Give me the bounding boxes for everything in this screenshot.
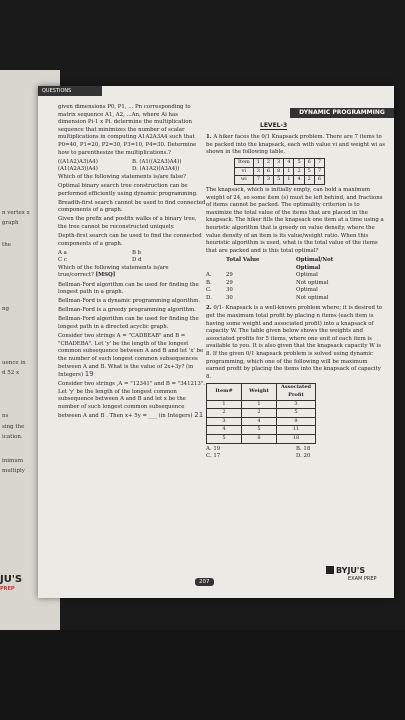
question-1: 1. A hiker faces the 0/1 Knapsack problem. There are 7 items to be packed into the knapsack, each with value vi and weight wi as shown in the following table. xyxy=(206,134,385,156)
option: A a xyxy=(58,249,67,256)
table-row: 1 1 3 xyxy=(207,400,316,409)
option: C c xyxy=(58,257,67,264)
option: A. 19 xyxy=(206,445,221,452)
options-row xyxy=(206,446,386,454)
book-page xyxy=(38,86,394,598)
statement: Given the prefix and postfix walks of a binary tree, the tree cannot be reconstructed uniquely. xyxy=(58,216,197,230)
left-page-fragment: n vertex x xyxy=(2,210,30,216)
level-label: LEVEL-3 xyxy=(260,122,288,129)
left-page-logo-sub: PREP xyxy=(0,586,15,592)
option: D d xyxy=(132,257,142,264)
option: C. 17 xyxy=(206,453,221,460)
question-matrix-chain: given dimensions P0, P1, ... Pn corresponding to matrix sequence A1, A2, ...An, where Ai has dimension Pi-1 x Pi. determine the multiplication sequence that minimizes the number of scalar multiplications in computing A1A2A3A4 such that P0=40, P1=20, P2=30, P3=10, P4=30. Determine how to parenthesize the multiplications.? xyxy=(58,104,197,156)
table-row: wi 7 3 5 1 4 2 6 xyxy=(235,176,325,185)
brand-name: BYJU'S xyxy=(336,566,366,575)
question-true-statements: Which of the following statements is/are true/correct? [MSQ] xyxy=(58,264,169,279)
left-page-fragment: uence in xyxy=(2,360,26,366)
table-row: 5 8 18 xyxy=(207,434,316,443)
statement: Bellman-Ford is a greedy programming algorithm. xyxy=(58,307,196,314)
brand-logo-icon xyxy=(326,566,334,574)
left-page-fragment: inimum xyxy=(2,458,24,464)
option: B. (A1((A2A3)A4)) xyxy=(132,158,182,165)
option: ((A1A2)A3)A4) xyxy=(58,158,98,165)
options-row xyxy=(58,166,206,174)
handwritten-answer: 21 xyxy=(194,410,204,419)
table-row: Item# Weight Associated Profit xyxy=(207,384,316,400)
answer-table: Total Value Optimal/Not Optimal A. 29 Optimal B. 29 Not optimal C. 30 Optimal D. 30 Not optimal xyxy=(206,256,334,301)
table-row: Item 1 2 3 4 5 6 7 xyxy=(235,159,325,168)
statement: Optimal binary search tree construction can be performed efficiently using dynamic programming. xyxy=(58,182,198,197)
page-number: 207 xyxy=(195,578,214,586)
question-lcs-1: Consider two strings A = "CADBEAB" and B = "CBADEBA". Let 'y' be the length of the longest common subsequence between A and B and let 'x' be the number of such longest common subsequences between A and B. What is the value of 2x+3y? (in Integers) 19 xyxy=(58,333,204,379)
option: D. 20 xyxy=(296,453,311,460)
options-row xyxy=(206,453,386,461)
msq-tag: [MSQ] xyxy=(95,272,116,279)
dark-background xyxy=(0,630,405,720)
question-lcs-2: Consider two strings ,A = "12341" and B = "341213". Let 'y' be the length of the longest common subsequence between A and B and let x be the number of such longest common subsequence between A and B . Then x+ 5y = ___ (in Integers) 21 xyxy=(58,381,206,419)
table-row: 2 2 5 xyxy=(207,409,316,418)
left-page-fragment: ication. xyxy=(2,434,23,440)
statement: Bellman-Ford is a dynamic programming algorithm. xyxy=(58,298,201,305)
option: B. 18 xyxy=(296,445,311,452)
table-row: 3 4 9 xyxy=(207,417,316,426)
table-row: vi 3 6 8 1 2 5 7 xyxy=(235,167,325,176)
handwritten-answer: 19 xyxy=(84,370,94,379)
options-row xyxy=(58,250,206,258)
options-row xyxy=(58,257,206,265)
table-row: 4 5 11 xyxy=(207,426,316,435)
left-page-fragment: d 52 x xyxy=(2,370,20,376)
option: B b xyxy=(132,249,142,256)
section-tab: QUESTIONS xyxy=(38,86,102,96)
option: (A1(A2A3))A4) xyxy=(58,166,98,173)
statement: Breadth-first search cannot be used to find connected components of a graph. xyxy=(58,199,206,214)
question-false-statements: Which of the following statements is/are false? xyxy=(58,173,187,180)
left-page-logo: JU'S xyxy=(0,574,23,585)
left-page-fragment: ns xyxy=(2,413,9,419)
statement: Bellman-Ford algorithm can be used for finding the longest path in a graph. xyxy=(58,281,199,296)
brand-sub: EXAM PREP xyxy=(348,576,377,582)
item-table xyxy=(234,158,325,185)
chapter-header: DYNAMIC PROGRAMMING xyxy=(290,108,394,118)
statement: Bellman-Ford algorithm can be used for finding the longest path in a directed acyclic graph. xyxy=(58,316,199,331)
left-page-fragment: ng xyxy=(2,306,10,312)
knapsack-table xyxy=(206,383,316,443)
option: D. (A1A2)(A3A4)) xyxy=(132,166,180,173)
left-page-fragment: sing the xyxy=(2,424,25,430)
left-page-fragment: multiply xyxy=(2,468,25,474)
left-page-fragment: the xyxy=(2,242,12,248)
question-2: 2. 0/1- Knapsack is a well-known problem where; it is desired to get the maximum total profit by placing n items (each item is having some weight and associated profit) into a knapsack of capacity W. The table given below shows the weights and associated profits for 5 items, where one unit of each item is available to you. It is also given that the knapsack capacity W is 8. If the given 0/1 knapsack problem is solved using dynamic programming, which one of the following will be maximum earned profit by placing the items into the knapsack of capacity 8. xyxy=(206,305,383,380)
question-1-body: The knapsack, which is initially empty, can hold a maximum weight of 24, so some item (s) must be left behind, and fractions of items cannot be packed. The optimality criterion is to maximize the total value of the items that are placed in the knapsack. The hiker fills the knapsack one item at a time using a heuristic algorithm that is greedy on value density, where the value density of an item is its value/weight ratio. When this heuristic algorithm is used, what is the total value of the items that are packed and is this total optimal? xyxy=(206,187,384,254)
right-column xyxy=(206,134,386,461)
left-page-fragment: graph xyxy=(2,220,19,226)
left-column xyxy=(58,104,206,422)
statement: Depth-first search can be used to find the connected components of a graph. xyxy=(58,233,202,247)
